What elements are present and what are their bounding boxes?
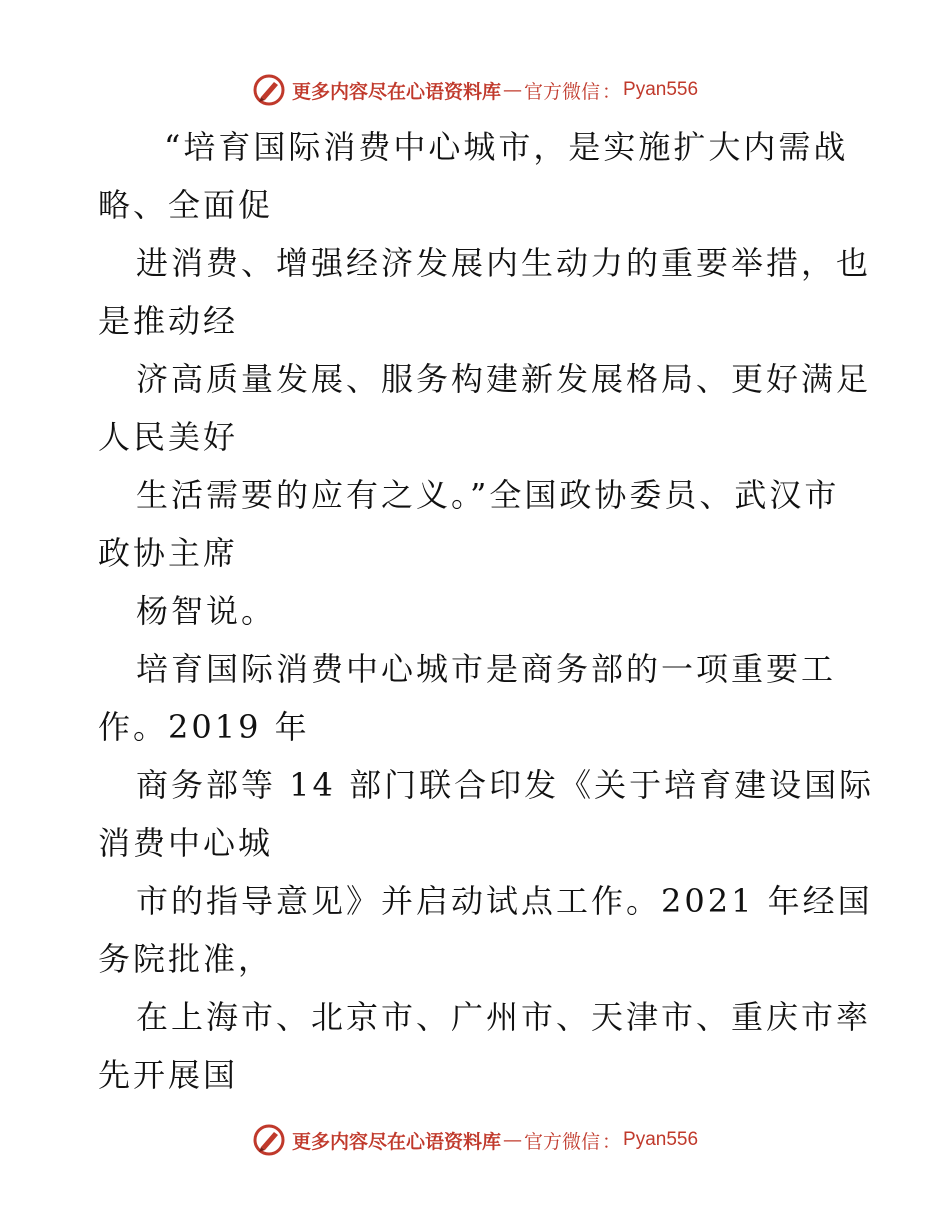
header-label: 官方微信 [523, 80, 600, 103]
header-dash: — [502, 79, 522, 101]
article-body [98, 118, 875, 1104]
footer-brand: 更多内容尽在心语资料库 [291, 1130, 501, 1153]
text-line: 政协主席 [98, 534, 239, 572]
header-wechat-id: Pyan556 [623, 79, 699, 100]
header-separator: ： [602, 80, 622, 103]
pen-logo-icon [252, 1123, 286, 1157]
header-watermark [0, 72, 950, 108]
text-line: 杨智说。 [136, 592, 277, 630]
text-line: 进消费、增强经济发展内生动力的重要举措，也 [136, 244, 872, 282]
header-brand: 更多内容尽在心语资料库 [291, 80, 501, 103]
text-line: 市的指导意见》并启动试点工作。2021 年经国 [136, 882, 873, 920]
footer-label: 官方微信 [523, 1130, 600, 1153]
footer-wechat-id: Pyan556 [623, 1129, 699, 1150]
text-line: 人民美好 [98, 418, 239, 456]
text-line: 略、全面促 [98, 186, 274, 224]
text-line: 生活需要的应有之义。”全国政协委员、武汉市 [136, 476, 840, 514]
text-line: 是推动经 [98, 302, 239, 340]
text-line: 消费中心城 [98, 824, 274, 862]
text-line: “培育国际消费中心城市，是实施扩大内需战 [164, 128, 849, 166]
footer-dash: — [502, 1129, 522, 1151]
pen-logo-icon [252, 73, 286, 107]
text-line: 先开展国 [98, 1056, 239, 1094]
text-line: 作。2019 年 [98, 708, 310, 746]
text-line: 在上海市、北京市、广州市、天津市、重庆市率 [136, 998, 872, 1036]
text-line: 济高质量发展、服务构建新发展格局、更好满足 [136, 360, 872, 398]
text-line: 商务部等 14 部门联合印发《关于培育建设国际 [136, 766, 875, 804]
text-line: 务院批准， [98, 940, 274, 978]
footer-watermark [0, 1122, 950, 1158]
footer-separator: ： [602, 1130, 622, 1153]
text-line: 培育国际消费中心城市是商务部的一项重要工 [136, 650, 837, 688]
